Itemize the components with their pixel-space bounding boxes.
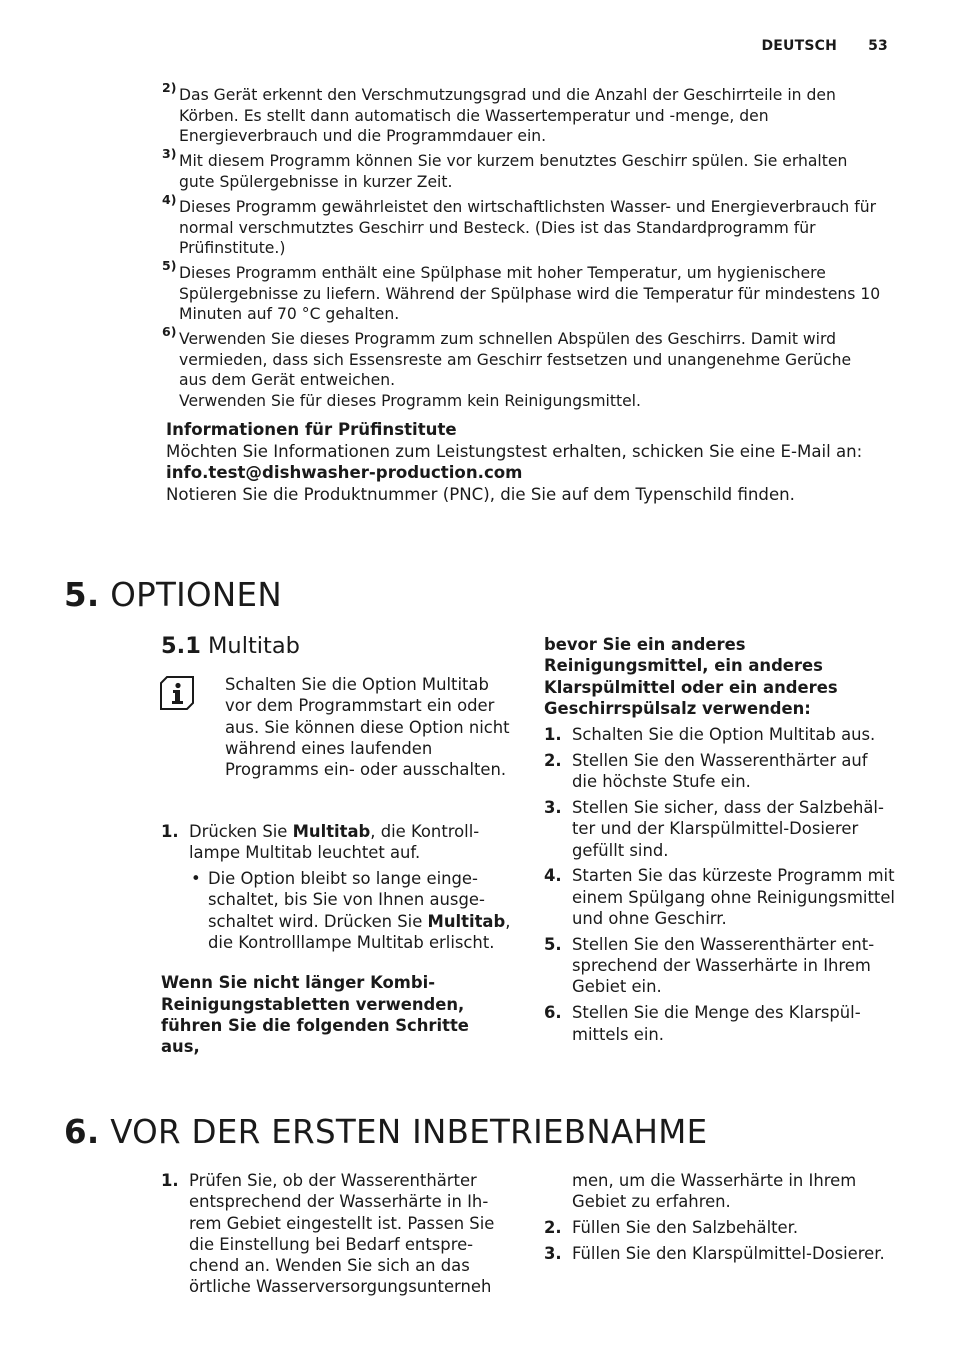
section-5-heading: [64, 575, 282, 615]
footnote-number: 3): [162, 146, 177, 161]
multitab-right-column: [544, 634, 896, 1049]
info-email[interactable]: info.test@dishwasher-production.com: [166, 463, 523, 482]
warning-continuation: bevor Sie ein anderes Reinigungsmittel, ein anderes Klarspülmittel oder ein anderes Geschirrspülsalz verwenden:: [544, 635, 838, 718]
step-continuation: men, um die Wasserhärte in Ihrem Gebiet zu erfahren.: [572, 1171, 857, 1212]
steps-list: [544, 724, 896, 1045]
footnote-4: [162, 192, 882, 259]
step-text: Drücken Sie: [189, 822, 293, 841]
bullet-text-end: , die Kontrolllampe Multitab erlischt.: [208, 911, 511, 952]
step-number: 3.: [544, 798, 562, 818]
footnote-number: 2): [162, 80, 177, 95]
bullet-symbol: •: [191, 869, 201, 889]
step-number: 1.: [161, 822, 179, 841]
list-item: [544, 750, 896, 793]
footnote-2: [162, 80, 882, 147]
bullet-item: [189, 868, 511, 953]
first-use-right-column: [544, 1170, 896, 1269]
language-label: DEUTSCH: [761, 38, 838, 54]
section-number: 6.: [64, 1113, 100, 1151]
step-number: 1.: [544, 725, 562, 745]
footnote-3: [162, 146, 882, 192]
warning-text: Wenn Sie nicht länger Kombi-Reinigungstabletten verwenden, führen Sie die folgenden Schritte aus,: [161, 973, 469, 1057]
info-title: Informationen für Prüfinstitute: [166, 420, 457, 439]
footnote-text: Verwenden Sie dieses Programm zum schnellen Abspülen des Geschirrs. Damit wird vermieden, dass sich Essensreste am Geschirr festsetzen und unangenehme Gerüche aus dem Gerät entweichen.: [179, 330, 852, 389]
info-line-2: Notieren Sie die Produktnummer (PNC), die Sie auf dem Typenschild finden.: [166, 484, 795, 504]
page-number: 53: [868, 38, 888, 54]
step-text: Stellen Sie sicher, dass der Salzbehälter und der Klarspülmittel-Dosierer gefüllt sind.: [572, 798, 884, 860]
step-number: 3.: [544, 1243, 562, 1263]
test-institute-info: [166, 419, 896, 505]
list-item: [161, 1170, 511, 1298]
list-item: [544, 724, 896, 745]
step-number: 2.: [544, 1218, 562, 1238]
step-text: Starten Sie das kürzeste Programm mit einem Spülgang ohne Reinigungsmittel und ohne Geschirr.: [572, 866, 895, 929]
info-line-1: Möchten Sie Informationen zum Leistungstest erhalten, schicken Sie eine E-Mail an:: [166, 441, 863, 461]
subsection-5-1-heading: [161, 631, 300, 661]
step-text: Stellen Sie den Wasserenthärter auf die höchste Stufe ein.: [572, 750, 868, 792]
list-item: [544, 1243, 896, 1264]
step-text: Stellen Sie die Menge des Klarspülmittels ein.: [572, 1003, 861, 1044]
subsection-title: Multitab: [208, 633, 300, 659]
section-6-heading: [64, 1112, 707, 1152]
step-number: 4.: [544, 866, 562, 886]
step-text: Prüfen Sie, ob der Wasserenthärter entsprechend der Wasserhärte in Ihrem Gebiet eingestellt ist. Passen Sie die Einstellung bei Bedarf entsprechend an. Wenden Sie sich an das örtliche Wasserversorgungsunterneh: [189, 1171, 495, 1297]
footnote-number: 4): [162, 192, 177, 207]
section-title: VOR DER ERSTEN INBETRIEBNAHME: [110, 1113, 708, 1151]
info-icon: [160, 676, 194, 710]
step-number: 1.: [161, 1171, 179, 1190]
list-item: [544, 1217, 896, 1238]
subsection-number: 5.1: [161, 633, 201, 659]
list-item: [544, 865, 896, 929]
footnote-text: Das Gerät erkennt den Verschmutzungsgrad und die Anzahl der Geschirrteile in den Körben. Es stellt dann automatisch die Wassertemperatur und -menge, den Energieverbrauch und die Programmdauer ein.: [179, 86, 836, 145]
footnote-number: 5): [162, 258, 177, 273]
step-text-end: , die Kontrolllampe Multitab leuchtet auf.: [189, 822, 480, 863]
footnote-text-2: Verwenden Sie für dieses Programm kein Reinigungsmittel.: [179, 391, 641, 410]
footnote-text: Dieses Programm gewährleistet den wirtschaftlichsten Wasser- und Energieverbrauch für normal verschmutztes Geschirr und Besteck. (Dies ist das Standardprogramm für Prüfinstitute.): [179, 198, 877, 257]
multitab-note: Schalten Sie die Option Multitab vor dem Programmstart ein oder aus. Sie können diese Option nicht während eines laufenden Programms ein- oder ausschalten.: [225, 675, 510, 780]
multitab-button-ref-2: Multitab: [427, 911, 506, 931]
section-title: OPTIONEN: [110, 576, 282, 614]
footnote-number: 6): [162, 324, 177, 339]
section-number: 5.: [64, 576, 100, 614]
page-header: [761, 38, 888, 54]
list-item: [544, 934, 896, 998]
footnote-6: [162, 324, 882, 411]
multitab-button-ref: Multitab: [292, 822, 371, 841]
step-number: 2.: [544, 750, 562, 770]
multitab-left-column: [161, 821, 511, 1057]
step-text: Stellen Sie den Wasserenthärter entsprechend der Wasserhärte in Ihrem Gebiet ein.: [572, 934, 875, 997]
footnote-5: [162, 258, 882, 325]
step-number: 5.: [544, 934, 562, 954]
step-text: Füllen Sie den Klarspülmittel-Dosierer.: [572, 1243, 885, 1263]
first-use-left-column: [161, 1170, 511, 1302]
step-number: 6.: [544, 1003, 562, 1023]
footnote-text: Dieses Programm enthält eine Spülphase mit hoher Temperatur, um hygienischere Spülergebnisse zu liefern. Während der Spülphase wird die Temperatur für mindestens 10 Minuten auf 70 °C gehalten.: [179, 264, 881, 323]
list-item: [161, 821, 511, 864]
bullet-text: Die Option bleibt so lange eingeschaltet, bis Sie von Ihnen ausgeschaltet wird. Drücken Sie: [208, 869, 485, 931]
list-item: [544, 1002, 896, 1045]
list-item: [544, 797, 896, 861]
step-text: Füllen Sie den Salzbehälter.: [572, 1218, 799, 1238]
step-text: Schalten Sie die Option Multitab aus.: [572, 725, 876, 745]
footnote-text: Mit diesem Programm können Sie vor kurzem benutztes Geschirr spülen. Sie erhalten gute Spülergebnisse in kurzer Zeit.: [179, 152, 848, 191]
